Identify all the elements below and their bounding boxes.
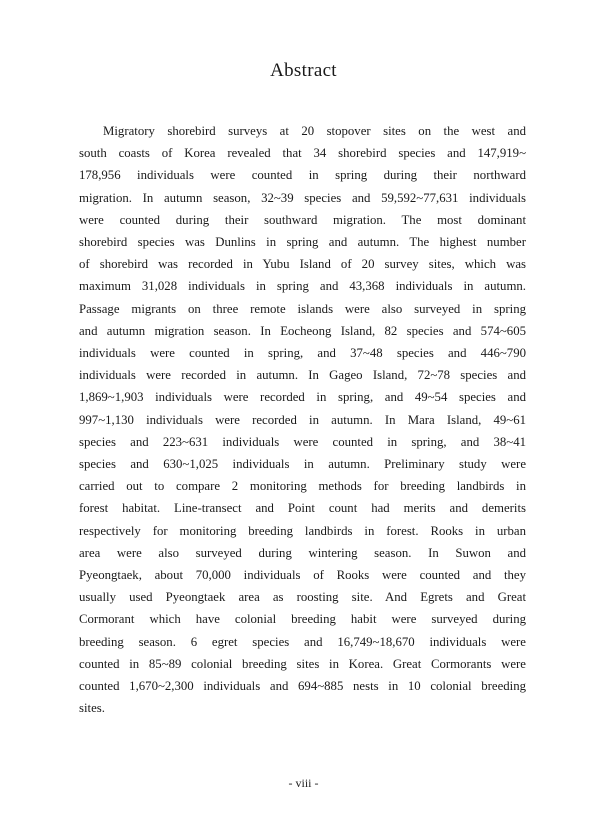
abstract-line: were counted during their southward migration. The most dominant bbox=[79, 212, 526, 227]
abstract-line: counted 1,670~2,300 individuals and 694~885 nests in 10 colonial breeding bbox=[79, 679, 526, 694]
page-title: Abstract bbox=[270, 60, 337, 81]
abstract-line: Migratory shorebird surveys at 20 stopover sites on the west and bbox=[103, 124, 526, 138]
abstract-line: migration. In autumn season, 32~39 species and 59,592~77,631 individuals bbox=[79, 190, 526, 205]
page-number: - viii - bbox=[288, 776, 319, 790]
abstract-line: usually used Pyeongtaek area as roosting site. And Egrets and Great bbox=[79, 590, 526, 605]
abstract-line: respectively for monitoring breeding landbirds in forest. Rooks in urban bbox=[79, 523, 526, 538]
abstract-line: Passage migrants on three remote islands were also surveyed in spring bbox=[79, 301, 526, 316]
abstract-line: and autumn migration season. In Eocheong Island, 82 species and 574~605 bbox=[79, 323, 526, 338]
abstract-line: counted in 85~89 colonial breeding sites in Korea. Great Cormorants were bbox=[79, 656, 526, 671]
abstract-line: Cormorant which have colonial breeding habit were surveyed during bbox=[79, 612, 526, 627]
abstract-line: individuals were recorded in autumn. In Gageo Island, 72~78 species and bbox=[79, 368, 526, 383]
abstract-body bbox=[79, 120, 526, 719]
abstract-line: 997~1,130 individuals were recorded in autumn. In Mara Island, 49~61 bbox=[79, 412, 526, 427]
abstract-line: shorebird species was Dunlins in spring and autumn. The highest number bbox=[79, 235, 526, 250]
abstract-line: area were also surveyed during wintering season. In Suwon and bbox=[79, 545, 526, 560]
abstract-line: sites. bbox=[79, 701, 105, 716]
abstract-line: Pyeongtaek, about 70,000 individuals of Rooks were counted and they bbox=[79, 568, 526, 583]
abstract-line: 178,956 individuals were counted in spring during their northward bbox=[79, 168, 526, 183]
abstract-line: individuals were counted in spring, and 37~48 species and 446~790 bbox=[79, 346, 526, 361]
abstract-line: breeding season. 6 egret species and 16,749~18,670 individuals were bbox=[79, 634, 526, 649]
abstract-line: maximum 31,028 individuals in spring and 43,368 individuals in autumn. bbox=[79, 279, 526, 294]
abstract-line: forest habitat. Line-transect and Point count had merits and demerits bbox=[79, 501, 526, 516]
abstract-line: species and 223~631 individuals were counted in spring, and 38~41 bbox=[79, 434, 526, 449]
abstract-line: 1,869~1,903 individuals were recorded in spring, and 49~54 species and bbox=[79, 390, 526, 405]
abstract-line: of shorebird was recorded in Yubu Island of 20 survey sites, which was bbox=[79, 257, 526, 272]
abstract-line: south coasts of Korea revealed that 34 shorebird species and 147,919~ bbox=[79, 146, 526, 161]
abstract-line: species and 630~1,025 individuals in autumn. Preliminary study were bbox=[79, 457, 526, 472]
abstract-line: carried out to compare 2 monitoring methods for breeding landbirds in bbox=[79, 479, 526, 494]
